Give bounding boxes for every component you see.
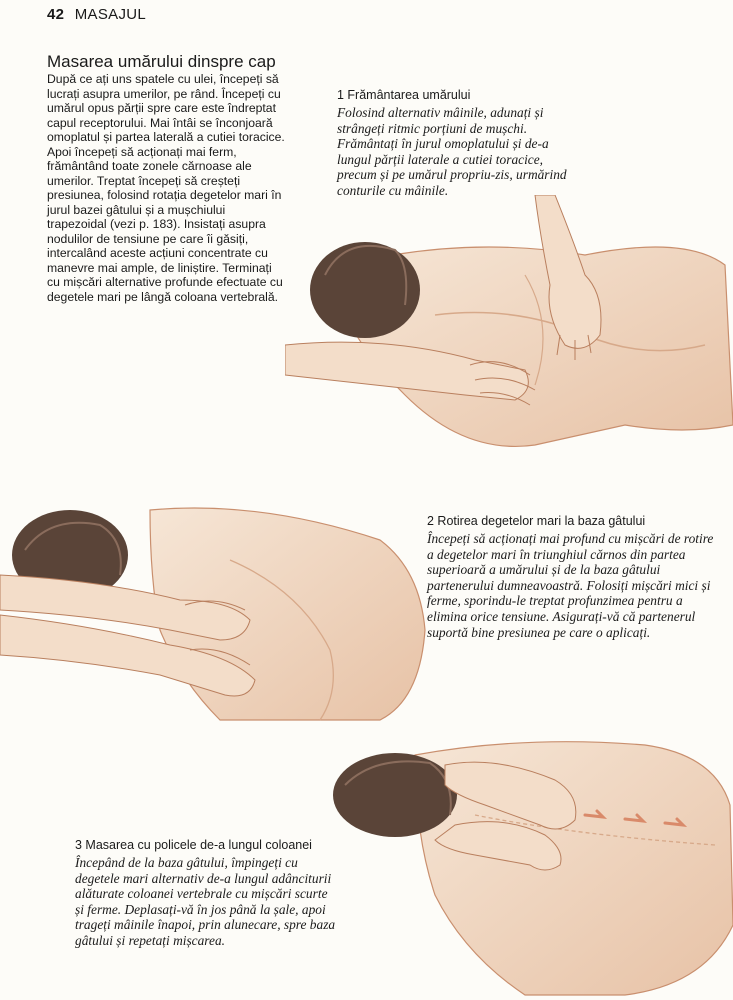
illustration-shoulder-kneading [285,195,733,475]
section-title: MASAJUL [74,6,147,23]
step-3-caption [75,838,337,949]
step-1-body: Folosind alternativ mâinile, adunați și strângeți ritmic porțiuni de mușchi. Frământați în jurul omoplatului și de-a lungul părții laterale a cutiei toracice, precum și pe umărul propriu-zis, urmărind conturile cu mâinile. [337,105,567,198]
intro-body: După ce ați uns spatele cu ulei, începeți să lucrați asupra umerilor, pe rând. Începeți cu umărul opus părții spre care este îndreptat capul receptorului. Mai întâi se înconjoară omoplatul și partea laterală a cutiei toracice. Apoi începeți să acționați mai ferm, frământând toate zonele cărnoase ale umerilor. Treptat începeți să creșteți presiunea, folosind rotația degetelor mari în jurul bazei gâtului și a mușchiului trapezoidal (vezi p. 183). Insistați asupra nodulilor de tensiune pe care îi găsiți, intercalând aceste acțiuni concentrate cu manevre mai ample, de liniștire. Terminați cu mișcări alternative profunde efectuate cu degetele mari pe lângă coloana vertebrală. [47,72,285,304]
step-2-body: Începeți să acționați mai profund cu mișcări de rotire a degetelor mari în triunghiul cărnos din partea superioară a umărului și de la baza gâtului partenerului dumneavoastră. Folosiți mișcări mici și ferme, sporindu-le treptat profunzimea pentru a elimina orice tensiune. Asigurați-vă că partenerul suportă bine presiunea pe care o aplicați. [427,531,714,640]
step-2-caption [427,514,719,640]
intro-heading: Masarea umărului dinspre cap [47,52,276,71]
intro-section [47,52,287,304]
step-3-body: Începând de la baza gâtului, împingeți cu degetele mari alternativ de-a lungul adânciturii alăturate coloanei vertebrale cu mișcări scurte și ferme. Deplasați-vă în jos până la șale, apoi trageți mâinile înapoi, prin alunecare, spre baza gâtului și repetați mișcarea. [75,855,336,948]
step-3-title: 3 Masarea cu policele de-a lungul coloanei [75,838,312,852]
step-1-caption [337,88,567,199]
page-number: 42 [47,6,65,23]
illustration-spine-thumbing [325,725,733,1000]
illustration-thumb-rotation [0,480,430,725]
page-header [47,6,146,23]
step-2-title: 2 Rotirea degetelor mari la baza gâtului [427,514,646,528]
step-1-title: 1 Frământarea umărului [337,88,471,102]
